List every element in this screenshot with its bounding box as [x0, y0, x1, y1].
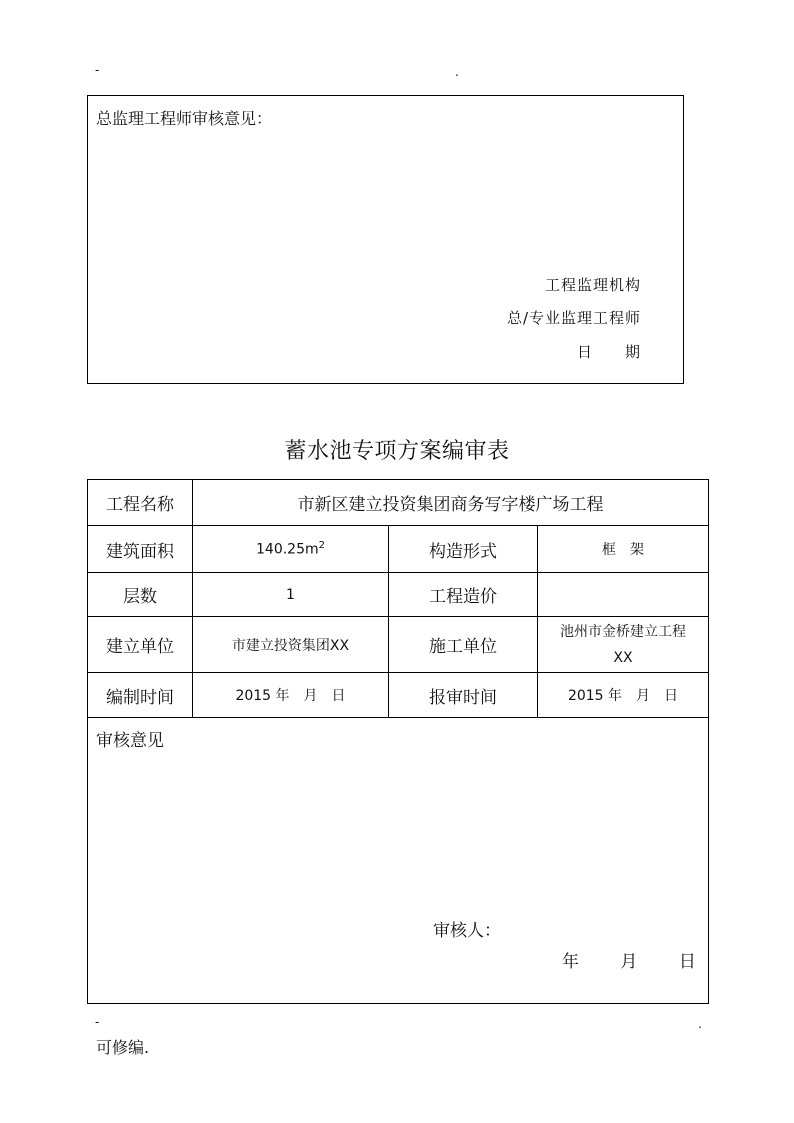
table-row [88, 526, 709, 573]
builder-value: 市建立投资集团XX [193, 617, 389, 673]
cost-value [538, 573, 709, 617]
review-date-line [562, 947, 696, 972]
submit-time-value: 2015 年 月 日 [538, 673, 709, 718]
supervision-org-label: 工程监理机构 [544, 276, 641, 294]
supervision-opinion-box [87, 95, 684, 384]
contractor-label: 施工单位 [389, 617, 538, 673]
area-unit-sup: 2 [318, 540, 325, 552]
submit-time-label: 报审时间 [389, 673, 538, 718]
review-date-month: 月 [620, 952, 638, 972]
table-row [88, 480, 709, 526]
contractor-value-line1: 池州市金桥建立工程 [560, 623, 686, 640]
table-row [88, 617, 709, 673]
table-row [88, 573, 709, 617]
compile-time-label: 编制时间 [88, 673, 193, 718]
footer-right-mark: . [698, 1017, 702, 1031]
supervision-engineer-label: 总/专业监理工程师 [506, 309, 641, 327]
review-form-table [87, 479, 709, 1004]
review-opinion-cell [88, 718, 709, 1004]
contractor-value [538, 617, 709, 673]
reviewer-label: 审核人： [433, 921, 501, 941]
cost-label: 工程造价 [389, 573, 538, 617]
table-row [88, 718, 709, 1004]
compile-time-value: 2015 年 月 日 [193, 673, 389, 718]
footer-left-mark: - [95, 1015, 100, 1029]
area-value: 140.25m [256, 541, 319, 558]
table-row [88, 673, 709, 718]
review-date-day: 日 [678, 952, 696, 972]
supervision-date-label: 日 期 [576, 343, 641, 361]
review-opinion-label: 审核意见 [96, 731, 164, 751]
contractor-value-line2: XX [613, 649, 633, 666]
structure-label: 构造形式 [389, 526, 538, 573]
project-name-value: 市新区建立投资集团商务写字楼广场工程 [193, 480, 709, 526]
builder-label: 建立单位 [88, 617, 193, 673]
header-right-mark: . [455, 65, 459, 79]
area-label: 建筑面积 [88, 526, 193, 573]
area-cell [193, 526, 389, 573]
footer-note: 可修编. [96, 1038, 150, 1057]
form-title: 蓄水池专项方案编审表 [284, 439, 510, 464]
header-left-mark: - [95, 63, 100, 77]
structure-value: 框 架 [538, 526, 709, 573]
floors-label: 层数 [88, 573, 193, 617]
supervision-heading: 总监理工程师审核意见： [96, 109, 273, 128]
project-name-label: 工程名称 [88, 480, 193, 526]
review-date-year: 年 [562, 952, 579, 972]
floors-value: 1 [193, 573, 389, 617]
